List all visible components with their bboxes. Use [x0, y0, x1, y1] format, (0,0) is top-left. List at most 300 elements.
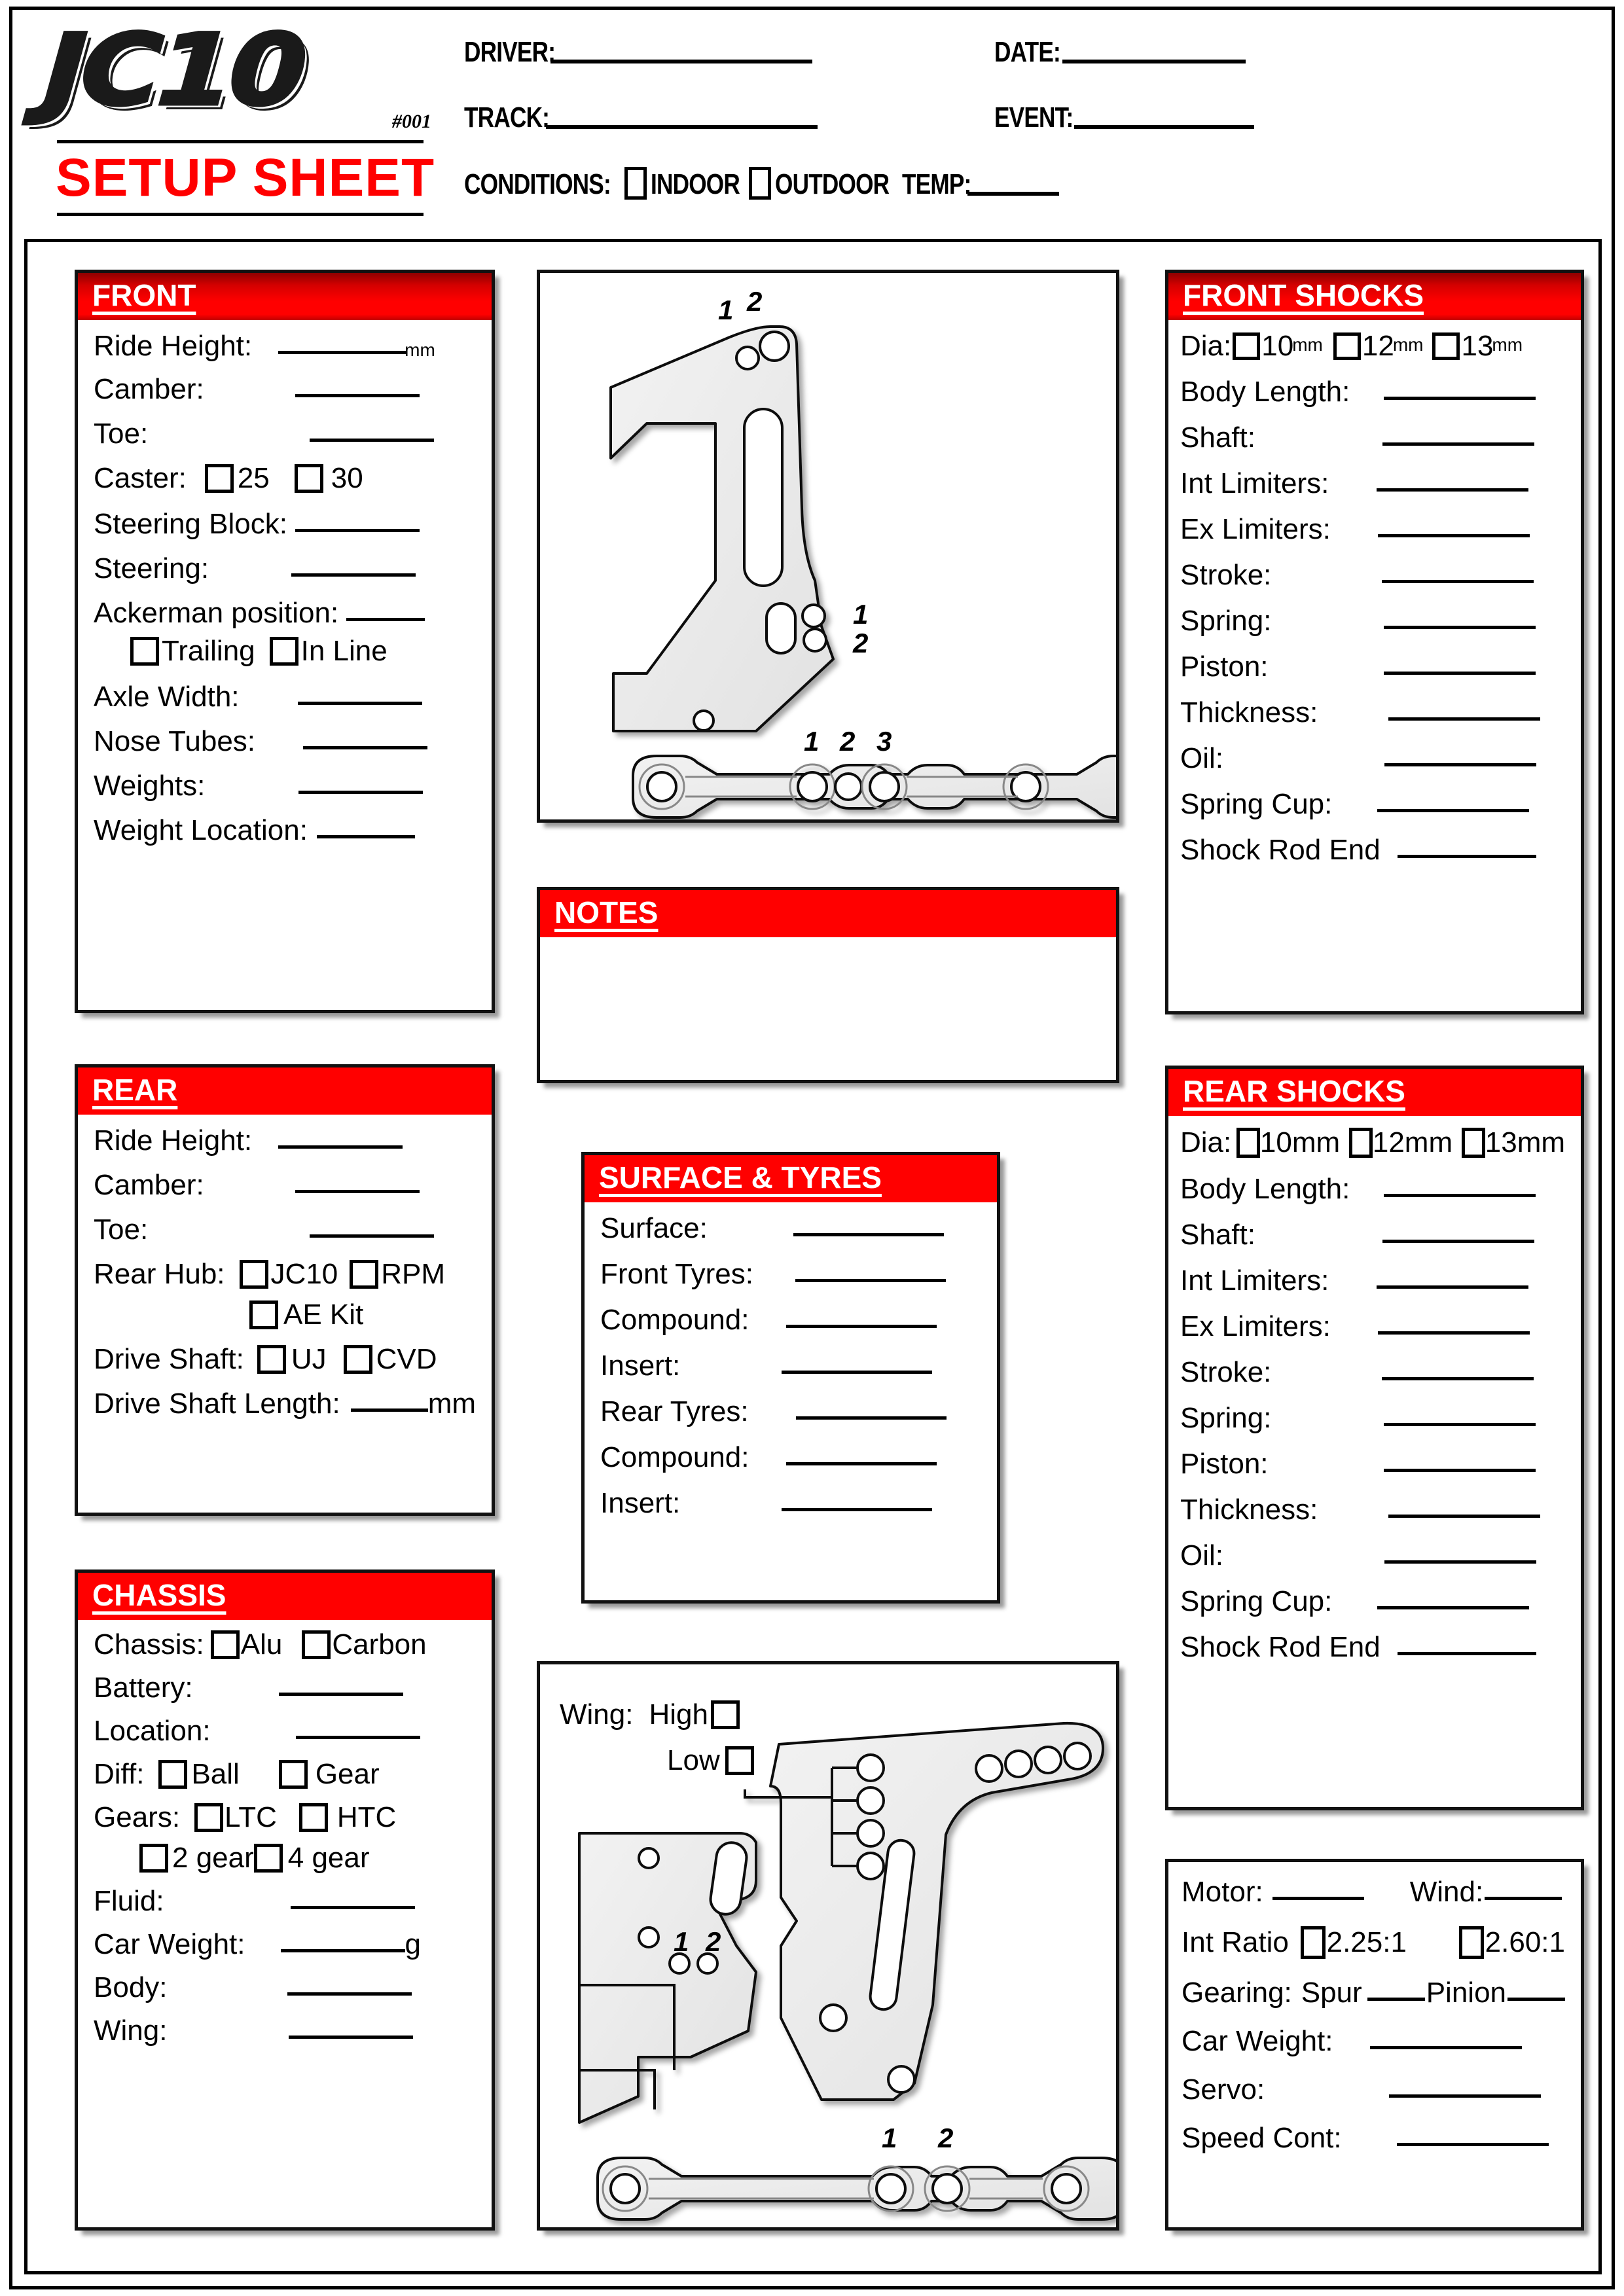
rear-diagram-svg [540, 1664, 1119, 2231]
rear-shocks-stroke-label: Stroke: [1180, 1356, 1272, 1388]
panel-chassis-title: CHASSIS [92, 1578, 226, 1612]
panel-notes-header [540, 890, 1116, 937]
rear-drive-shaft-cvd-checkbox[interactable] [344, 1345, 372, 1374]
rear-shocks-dia-10-label: 10mm [1259, 1126, 1341, 1158]
row-chassis-body [94, 1973, 476, 2002]
rear-diagram-callout-brace-1: 1 [882, 2123, 897, 2153]
row-front-weights [94, 772, 476, 800]
front-steering-input[interactable] [291, 573, 416, 577]
front-shocks-ex-limiters-input[interactable] [1378, 534, 1530, 537]
servo-label: Servo: [1182, 2073, 1265, 2106]
panel-front-body [78, 320, 492, 857]
motor-car-weight-input[interactable] [1370, 2046, 1522, 2049]
row-motor-car-weight [1182, 2027, 1565, 2056]
chassis-alu-checkbox[interactable] [211, 1630, 240, 1659]
rear-ride-height-input[interactable] [278, 1145, 403, 1149]
gearing-pinion-input[interactable] [1507, 1998, 1565, 2001]
wind-label: Wind: [1409, 1876, 1484, 1908]
conditions-outdoor-checkbox[interactable] [749, 167, 771, 200]
temp-input[interactable] [967, 192, 1059, 196]
chassis-4gear-label: 4 gear [287, 1842, 370, 1874]
panel-rear [75, 1064, 495, 1516]
front-shocks-dia-13-checkbox[interactable] [1432, 332, 1460, 360]
front-caster-25-label: 25 [237, 462, 270, 494]
rear-shocks-dia-12-checkbox[interactable] [1349, 1128, 1373, 1158]
rear-shocks-ex-limiters-label: Ex Limiters: [1180, 1310, 1331, 1342]
rear-hub-aekit-label: AE Kit [283, 1299, 364, 1331]
front-ackerman-trailing-checkbox[interactable] [130, 637, 159, 666]
rear-drive-shaft-length-label: Drive Shaft Length: [94, 1388, 340, 1420]
front-caster-label: Caster: [94, 462, 187, 494]
rear-shock-tower [745, 1723, 1103, 2100]
surface-label: Surface: [600, 1212, 708, 1244]
rear-drive-shaft-length-unit: mm [427, 1388, 476, 1420]
row-rear-hub-aekit [94, 1300, 476, 1329]
logo-divider-top [57, 140, 424, 143]
front-shocks-spring-cup-label: Spring Cup: [1180, 788, 1333, 820]
conditions-outdoor-label: OUTDOOR [774, 168, 890, 200]
panel-rear-header [78, 1067, 492, 1115]
driver-label: DRIVER: [464, 36, 556, 68]
rear-diagram-wing-control [560, 1698, 740, 1731]
int-ratio-260-label: 2.60:1 [1485, 1926, 1565, 1958]
rear-shocks-piston-input[interactable] [1384, 1469, 1536, 1472]
row-servo [1182, 2075, 1565, 2104]
front-diagram-callout-mid-2: 2 [853, 628, 869, 658]
rear-shocks-stroke-input[interactable] [1382, 1377, 1534, 1380]
rear-shocks-oil-input[interactable] [1384, 1560, 1536, 1564]
date-label: DATE: [994, 36, 1060, 68]
row-rear-shocks-thickness [1180, 1496, 1565, 1524]
rear-diagram-wing-high-checkbox[interactable] [711, 1700, 740, 1729]
front-nose-tubes-input[interactable] [303, 746, 427, 749]
front-axle-width-label: Axle Width: [94, 681, 240, 713]
chassis-location-label: Location: [94, 1715, 211, 1747]
row-front-shocks-spring [1180, 607, 1565, 636]
front-shocks-dia-10-unit: mm [1292, 334, 1323, 355]
event-field[interactable] [994, 101, 1254, 134]
rear-diagram-wing-label: Wing: [560, 1698, 634, 1731]
track-label: TRACK: [464, 101, 550, 134]
logo-block [32, 14, 438, 215]
chassis-car-weight-label: Car Weight: [94, 1928, 245, 1960]
front-shocks-dia-12-checkbox[interactable] [1333, 332, 1361, 360]
panel-rear-title: REAR [92, 1073, 178, 1107]
row-front-weight-location [94, 816, 476, 845]
front-ackerman-trailing-label: Trailing [162, 635, 255, 667]
chassis-gears-ltc-label: LTC [225, 1801, 277, 1833]
rear-diagram-wing-high-label: High [649, 1698, 708, 1731]
front-camber-label: Camber: [94, 373, 204, 405]
front-toe-input[interactable] [310, 439, 434, 442]
chassis-carbon-checkbox[interactable] [302, 1630, 331, 1659]
int-ratio-225-checkbox[interactable] [1301, 1926, 1326, 1959]
chassis-2gear-checkbox[interactable] [139, 1844, 168, 1873]
row-rear-shocks-oil [1180, 1541, 1565, 1570]
panel-front-shocks [1165, 270, 1584, 1014]
rear-suspension-diagram [537, 1661, 1119, 2231]
panel-chassis-body [78, 1620, 492, 2056]
rear-drive-shaft-label: Drive Shaft: [94, 1343, 244, 1375]
row-rear-shocks-piston [1180, 1450, 1565, 1479]
row-chassis-gear-count [94, 1844, 476, 1873]
rear-shocks-dia-13-label: 13mm [1485, 1126, 1566, 1158]
front-diagram-callout-brace-2: 2 [840, 726, 856, 757]
front-nose-tubes-label: Nose Tubes: [94, 725, 256, 757]
front-weights-label: Weights: [94, 770, 206, 802]
event-input[interactable] [1074, 125, 1254, 129]
sheet-header [12, 10, 1618, 226]
rear-shocks-thickness-input[interactable] [1388, 1515, 1540, 1518]
panel-rear-shocks-title: REAR SHOCKS [1183, 1074, 1405, 1108]
front-tower-plate [611, 327, 833, 731]
row-chassis-gears [94, 1803, 476, 1832]
rear-compound-input[interactable] [786, 1462, 937, 1465]
brand-number: #001 [392, 111, 431, 132]
chassis-body-input[interactable] [287, 1992, 412, 1996]
rear-drive-shaft-uj-checkbox[interactable] [257, 1345, 286, 1374]
chassis-wing-label: Wing: [94, 2015, 168, 2047]
event-label: EVENT: [994, 101, 1074, 134]
rear-diagram-wing-low-label: Low [667, 1744, 720, 1776]
row-front-steering-block [94, 510, 476, 539]
front-shocks-rod-end-label: Shock Rod End [1180, 834, 1380, 866]
panel-front-shocks-header [1168, 273, 1581, 320]
panel-front-shocks-title: FRONT SHOCKS [1183, 278, 1424, 312]
row-chassis-wing [94, 2017, 476, 2045]
int-ratio-label: Int Ratio [1182, 1926, 1289, 1958]
speed-cont-input[interactable] [1397, 2143, 1549, 2146]
front-shocks-shaft-input[interactable] [1382, 442, 1534, 446]
front-insert-input[interactable] [782, 1371, 932, 1374]
row-front-ride-height [94, 332, 476, 361]
front-ackerman-inline-checkbox[interactable] [270, 637, 298, 666]
front-weights-input[interactable] [298, 791, 423, 794]
row-surface [600, 1214, 981, 1243]
rear-shocks-rod-end-label: Shock Rod End [1180, 1631, 1380, 1663]
rear-toe-input[interactable] [310, 1234, 434, 1238]
panel-chassis-header [78, 1573, 492, 1620]
rear-shocks-thickness-label: Thickness: [1180, 1494, 1318, 1526]
front-camber-input[interactable] [295, 394, 420, 397]
panel-chassis [75, 1570, 495, 2231]
front-diagram-callout-mid-1: 1 [853, 599, 869, 630]
front-shocks-oil-label: Oil: [1180, 742, 1223, 774]
row-rear-insert [600, 1489, 981, 1518]
track-input[interactable] [546, 125, 818, 129]
conditions-indoor-label: INDOOR [650, 168, 740, 200]
front-steering-block-label: Steering Block: [94, 508, 287, 540]
motor-car-weight-label: Car Weight: [1182, 2025, 1333, 2057]
front-ride-height-unit: mm [405, 340, 435, 360]
panel-rear-shocks-header [1168, 1069, 1581, 1116]
date-input[interactable] [1062, 60, 1246, 63]
row-rear-ride-height [94, 1126, 476, 1155]
speed-cont-label: Speed Cont: [1182, 2122, 1342, 2154]
brand-wordmark: JC10 [41, 14, 306, 128]
rear-diagram-wing-low-control [667, 1744, 754, 1777]
conditions-indoor-checkbox[interactable] [624, 167, 647, 200]
chassis-body-label: Body: [94, 1971, 168, 2003]
row-front-axle-width [94, 683, 476, 711]
front-shocks-piston-input[interactable] [1384, 672, 1536, 675]
front-shocks-thickness-label: Thickness: [1180, 696, 1318, 728]
panel-motor-drivetrain-body [1168, 1862, 1581, 2163]
front-shocks-spring-cup-input[interactable] [1377, 809, 1529, 812]
row-front-shocks-int-limiters [1180, 469, 1565, 498]
rear-hub-jc10-checkbox[interactable] [240, 1260, 268, 1289]
row-front-shocks-rod-end [1180, 836, 1565, 865]
rear-hub-plate [579, 1833, 756, 2123]
temp-label: TEMP: [901, 168, 971, 200]
row-front-shocks-piston [1180, 653, 1565, 681]
front-shocks-body-length-input[interactable] [1384, 397, 1536, 400]
gearing-pinion-label: Pinion [1426, 1977, 1507, 2009]
rear-shocks-spring-cup-input[interactable] [1377, 1606, 1529, 1609]
header-fields [464, 27, 1577, 217]
rear-ride-height-label: Ride Height: [94, 1124, 253, 1157]
chassis-diff-gear-checkbox[interactable] [279, 1760, 308, 1789]
panel-front-title: FRONT [92, 278, 196, 312]
front-shocks-spring-label: Spring: [1180, 605, 1272, 637]
rear-hub-label: Rear Hub: [94, 1258, 225, 1290]
rear-shocks-dia-13-checkbox[interactable] [1462, 1128, 1485, 1158]
row-front-shocks-dia [1180, 332, 1565, 361]
rear-shocks-shaft-label: Shaft: [1180, 1219, 1255, 1251]
int-ratio-260-checkbox[interactable] [1459, 1926, 1484, 1959]
front-steering-block-input[interactable] [295, 529, 420, 532]
row-rear-shocks-rod-end [1180, 1633, 1565, 1662]
rear-diagram-wing-low-checkbox[interactable] [725, 1746, 754, 1775]
chassis-fluid-input[interactable] [291, 1906, 415, 1909]
rear-shocks-oil-label: Oil: [1180, 1539, 1223, 1571]
rear-shocks-ex-limiters-input[interactable] [1378, 1331, 1530, 1335]
rear-hub-rpm-label: RPM [381, 1258, 446, 1290]
row-rear-tyres [600, 1397, 981, 1426]
page-frame [9, 7, 1615, 2289]
row-front-ackerman-options [94, 637, 476, 666]
rear-toe-label: Toe: [94, 1213, 149, 1246]
row-rear-camber [94, 1171, 476, 1200]
motor-input[interactable] [1272, 1897, 1364, 1900]
front-ride-height-label: Ride Height: [94, 330, 253, 362]
front-shocks-stroke-label: Stroke: [1180, 559, 1272, 591]
logo-divider-bottom [57, 213, 424, 216]
front-shocks-oil-input[interactable] [1384, 763, 1536, 766]
front-shocks-dia-12-unit: mm [1392, 334, 1424, 355]
driver-input[interactable] [550, 60, 812, 63]
row-front-compound [600, 1306, 981, 1335]
front-shocks-stroke-input[interactable] [1382, 580, 1534, 583]
row-front-camber [94, 375, 476, 404]
front-caster-30-checkbox[interactable] [295, 464, 323, 493]
rear-camber-input[interactable] [295, 1190, 420, 1193]
front-ackerman-inline-label: In Line [300, 635, 388, 667]
front-ride-height-input[interactable] [278, 351, 406, 354]
row-front-nose-tubes [94, 727, 476, 756]
row-rear-drive-shaft-length [94, 1390, 476, 1418]
rear-shocks-int-limiters-label: Int Limiters: [1180, 1265, 1329, 1297]
row-rear-shocks-dia [1180, 1128, 1565, 1158]
chassis-fluid-label: Fluid: [94, 1885, 164, 1917]
row-rear-shocks-spring [1180, 1404, 1565, 1433]
front-diagram-callout-brace-1: 1 [804, 726, 820, 757]
rear-shocks-spring-cup-label: Spring Cup: [1180, 1585, 1333, 1617]
chassis-wing-input[interactable] [289, 2036, 413, 2039]
row-front-tyres [600, 1260, 981, 1289]
front-ackerman-input[interactable] [346, 618, 425, 621]
chassis-car-weight-input[interactable] [281, 1949, 405, 1952]
front-weight-location-input[interactable] [317, 835, 415, 838]
rear-tyres-input[interactable] [796, 1416, 947, 1420]
track-field[interactable] [464, 101, 818, 134]
surface-input[interactable] [793, 1233, 944, 1236]
rear-insert-input[interactable] [782, 1508, 932, 1511]
front-diagram-callout-top-1: 1 [718, 295, 734, 325]
front-tyres-label: Front Tyres: [600, 1258, 753, 1290]
rear-brace-bar [598, 2158, 1119, 2219]
front-brace-bar [633, 756, 1119, 817]
chassis-battery-label: Battery: [94, 1672, 193, 1704]
rear-drive-shaft-uj-label: UJ [291, 1343, 327, 1375]
row-rear-hub [94, 1260, 476, 1289]
front-shocks-shaft-label: Shaft: [1180, 422, 1255, 454]
row-front-shocks-thickness [1180, 698, 1565, 727]
rear-diagram-callout-brace-2: 2 [938, 2123, 954, 2153]
panel-motor-drivetrain [1165, 1859, 1584, 2231]
front-insert-label: Insert: [600, 1350, 681, 1382]
panel-surface-tyres-body [585, 1202, 997, 1528]
rear-hub-aekit-checkbox[interactable] [249, 1300, 278, 1329]
rear-camber-label: Camber: [94, 1169, 204, 1201]
rear-diagram-callout-hub-2: 2 [706, 1926, 721, 1957]
row-chassis-location [94, 1717, 476, 1746]
panel-surface-tyres-title: SURFACE & TYRES [599, 1160, 882, 1194]
front-tyres-input[interactable] [795, 1279, 946, 1282]
gearing-spur-input[interactable] [1367, 1998, 1425, 2001]
row-rear-toe [94, 1215, 476, 1244]
rear-hub-jc10-label: JC10 [270, 1258, 338, 1290]
rear-shocks-piston-label: Piston: [1180, 1448, 1269, 1480]
front-diagram-svg [540, 273, 1119, 823]
row-front-insert [600, 1352, 981, 1380]
chassis-diff-label: Diff: [94, 1758, 145, 1790]
chassis-gears-htc-checkbox[interactable] [299, 1803, 328, 1832]
chassis-alu-label: Alu [240, 1628, 283, 1660]
front-shocks-dia-10-checkbox[interactable] [1233, 332, 1260, 360]
rear-shocks-spring-input[interactable] [1384, 1423, 1536, 1426]
row-front-shocks-stroke [1180, 561, 1565, 590]
front-compound-input[interactable] [786, 1325, 937, 1328]
rear-hub-rpm-checkbox[interactable] [350, 1260, 378, 1289]
row-rear-shocks-spring-cup [1180, 1587, 1565, 1616]
servo-input[interactable] [1389, 2094, 1541, 2098]
chassis-gears-label: Gears: [94, 1801, 181, 1833]
wind-input[interactable] [1485, 1897, 1562, 1900]
row-rear-shocks-stroke [1180, 1358, 1565, 1387]
front-shocks-spring-input[interactable] [1384, 626, 1536, 629]
sheet-subtitle: SETUP SHEET [56, 148, 435, 207]
row-chassis-material [94, 1630, 476, 1659]
row-front-shocks-oil [1180, 744, 1565, 773]
motor-label: Motor: [1182, 1876, 1263, 1908]
chassis-diff-ball-checkbox[interactable] [158, 1760, 187, 1789]
front-weight-location-label: Weight Location: [94, 814, 308, 846]
rear-shocks-dia-10-checkbox[interactable] [1236, 1128, 1260, 1158]
front-toe-label: Toe: [94, 418, 149, 450]
row-motor-wind [1182, 1878, 1565, 1907]
chassis-gears-ltc-checkbox[interactable] [194, 1803, 223, 1832]
front-shocks-body-length-label: Body Length: [1180, 376, 1350, 408]
front-caster-25-checkbox[interactable] [205, 464, 234, 493]
rear-shocks-shaft-input[interactable] [1382, 1240, 1534, 1243]
front-shocks-thickness-input[interactable] [1388, 717, 1540, 721]
notes-textarea[interactable] [540, 937, 1116, 1127]
int-ratio-225-label: 2.25:1 [1326, 1926, 1407, 1958]
row-front-shocks-shaft [1180, 423, 1565, 452]
front-shocks-ex-limiters-label: Ex Limiters: [1180, 513, 1331, 545]
rear-insert-label: Insert: [600, 1487, 681, 1519]
panel-surface-tyres [581, 1152, 1000, 1604]
chassis-battery-input[interactable] [279, 1693, 403, 1696]
front-diagram-callout-top-2: 2 [747, 286, 763, 317]
front-shocks-dia-13-unit: mm [1492, 334, 1523, 355]
panel-front-shocks-body [1168, 320, 1581, 875]
row-front-shocks-body-length [1180, 378, 1565, 406]
chassis-4gear-checkbox[interactable] [254, 1844, 283, 1873]
rear-tyres-label: Rear Tyres: [600, 1395, 749, 1427]
front-shocks-dia-label: Dia: [1180, 330, 1232, 362]
rear-shocks-dia-label: Dia: [1180, 1126, 1232, 1158]
row-int-ratio [1182, 1926, 1565, 1959]
row-chassis-battery [94, 1674, 476, 1702]
front-axle-width-input[interactable] [298, 702, 422, 705]
rear-shocks-body-length-input[interactable] [1384, 1194, 1536, 1197]
rear-shocks-int-limiters-input[interactable] [1377, 1285, 1528, 1289]
chassis-carbon-label: Carbon [332, 1628, 427, 1660]
front-shocks-int-limiters-label: Int Limiters: [1180, 467, 1329, 499]
rear-shocks-rod-end-input[interactable] [1398, 1652, 1536, 1655]
row-chassis-diff [94, 1760, 476, 1789]
row-rear-compound [600, 1443, 981, 1472]
rear-drive-shaft-cvd-label: CVD [376, 1343, 437, 1375]
row-chassis-fluid [94, 1887, 476, 1916]
front-shocks-piston-label: Piston: [1180, 651, 1269, 683]
chassis-diff-ball-label: Ball [191, 1758, 240, 1790]
row-front-shocks-ex-limiters [1180, 515, 1565, 544]
row-front-ackerman [94, 599, 476, 628]
driver-field[interactable] [464, 36, 812, 69]
row-rear-shocks-ex-limiters [1180, 1312, 1565, 1341]
chassis-car-weight-unit: g [405, 1928, 421, 1960]
front-shocks-int-limiters-input[interactable] [1377, 488, 1528, 492]
chassis-location-input[interactable] [296, 1736, 420, 1739]
rear-shocks-dia-12-label: 12mm [1372, 1126, 1453, 1158]
front-ackerman-label: Ackerman position: [94, 597, 339, 629]
sheet-body [24, 239, 1602, 2274]
chassis-material-label: Chassis: [94, 1628, 204, 1660]
chassis-diff-gear-label: Gear [315, 1758, 380, 1790]
chassis-2gear-label: 2 gear [172, 1842, 254, 1874]
gearing-spur-label: Spur [1301, 1977, 1362, 2009]
row-chassis-car-weight [94, 1930, 476, 1959]
date-field[interactable] [994, 36, 1246, 69]
front-steering-label: Steering: [94, 552, 209, 584]
rear-shocks-spring-label: Spring: [1180, 1402, 1272, 1434]
front-shocks-rod-end-input[interactable] [1398, 855, 1536, 858]
rear-drive-shaft-length-input[interactable] [351, 1408, 428, 1412]
row-rear-drive-shaft [94, 1345, 476, 1374]
